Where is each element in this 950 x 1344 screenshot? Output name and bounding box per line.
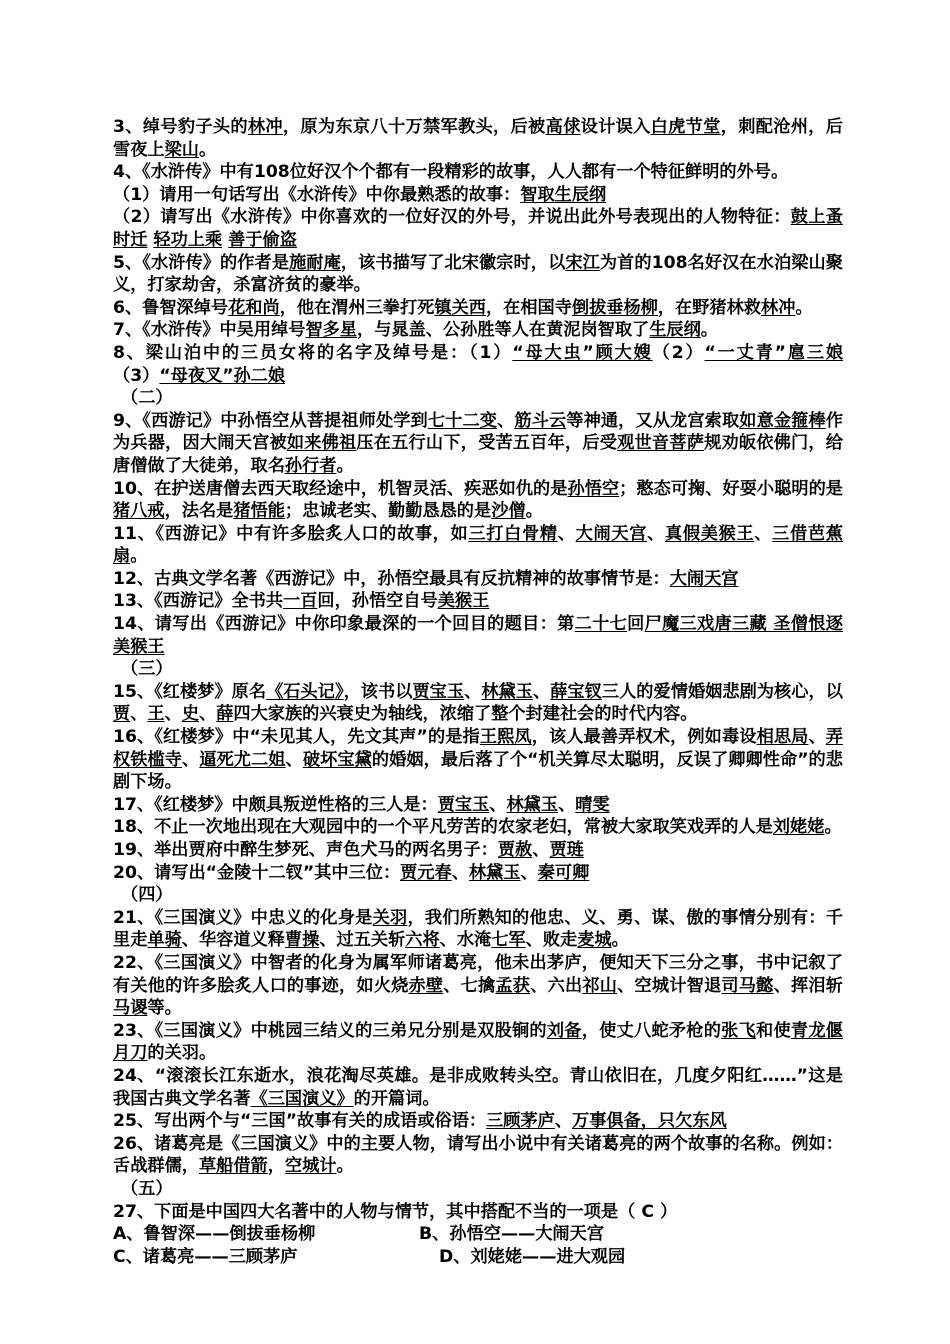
answer-text: 猪八戒 bbox=[113, 501, 165, 522]
text-run: （3） bbox=[113, 365, 160, 386]
text-run: ，法名是 bbox=[164, 501, 234, 522]
text-run: 20、请写出“金陵十二钗”其中三位： bbox=[113, 862, 401, 883]
text-run: 和使 bbox=[756, 1020, 791, 1041]
question-paragraph bbox=[113, 568, 843, 591]
answer-text: 薛 bbox=[216, 704, 234, 725]
answer-text: 林黛玉 bbox=[481, 681, 533, 702]
answer-text: 曹操 bbox=[284, 930, 320, 951]
text-run: 、过五关斩 bbox=[319, 930, 406, 951]
answer-text: 大闹天宫 bbox=[575, 523, 648, 544]
answer-text: 孟获 bbox=[495, 975, 531, 996]
text-run: 。 bbox=[824, 817, 842, 838]
text-run: 、华容道义释 bbox=[181, 930, 285, 951]
text-run: 、水淹 bbox=[439, 930, 492, 951]
answer-text: 薛宝钗 bbox=[550, 681, 602, 702]
answer-options bbox=[113, 1246, 843, 1269]
text-run: 。 bbox=[700, 320, 718, 341]
text-run: 、 bbox=[532, 840, 550, 860]
answer-options bbox=[113, 1223, 843, 1246]
text-run: 设计误入 bbox=[580, 117, 651, 137]
text-run: 。 bbox=[198, 139, 217, 160]
text-run: 的关羽。 bbox=[147, 1043, 217, 1064]
text-run: 、 bbox=[647, 523, 665, 544]
answer-text: 秦可卿 bbox=[537, 862, 590, 883]
answer-text: 智取生辰纲 bbox=[520, 184, 607, 205]
section-heading bbox=[113, 1178, 843, 1201]
answer-text: 美猴王 bbox=[437, 591, 490, 612]
answer-text: 如来佛祖 bbox=[286, 433, 357, 454]
answer-text: 宋江 bbox=[565, 252, 600, 273]
document-body bbox=[113, 116, 843, 1268]
text-run: 8、梁山泊中的三员女将的名字及绰号是：（1） bbox=[113, 342, 513, 363]
text-run: 4、《水浒传》中有108位好汉个个都有一段精彩的故事，人人都有一个特征鲜明的外号。 bbox=[113, 162, 789, 183]
text-run: 。 bbox=[525, 501, 543, 522]
answer-text: 三顾茅庐 bbox=[486, 1111, 555, 1132]
text-run: （三） bbox=[121, 659, 173, 680]
text-run: 等神通，又从龙宫索取 bbox=[566, 410, 740, 431]
question-paragraph bbox=[113, 1201, 843, 1224]
answer-text: 贾 bbox=[113, 704, 131, 725]
answer-text: 贾宝玉 bbox=[412, 681, 465, 702]
text-run: 7、《水浒传》中吴用绰号 bbox=[113, 320, 306, 341]
answer-text: 三借芭蕉扇 bbox=[113, 523, 843, 567]
section-heading bbox=[113, 658, 843, 681]
question-paragraph bbox=[113, 319, 843, 342]
text-run: 、 bbox=[497, 410, 515, 431]
text-run: ，使丈八蛇矛枪的 bbox=[581, 1020, 722, 1041]
answer-text: 尸魔三戏唐三藏 圣僧恨逐美猴王 bbox=[113, 614, 843, 657]
answer-text: 七十二变 bbox=[427, 410, 498, 431]
text-run: 、 bbox=[451, 862, 469, 883]
text-run: A、鲁智深——倒拔垂杨柳 bbox=[113, 1224, 316, 1245]
question-paragraph bbox=[113, 794, 843, 817]
answer-text: 草船借箭 bbox=[198, 1156, 268, 1177]
text-run: 21、《三国演义》中忠义的化身是 bbox=[113, 907, 373, 928]
text-run: 15、《红楼梦》原名 bbox=[113, 681, 267, 702]
text-run: ，该书描写了北宋徽宗时，以 bbox=[340, 252, 566, 273]
answer-text: 贾赦 bbox=[497, 840, 533, 860]
section-heading bbox=[113, 884, 843, 907]
answer-text: 张飞 bbox=[721, 1020, 757, 1041]
text-run: 、 bbox=[489, 794, 507, 815]
text-run: ，该人最善弄权术，例如毒设 bbox=[531, 727, 757, 748]
text-run: ，他在渭州三拳打死 bbox=[279, 297, 435, 318]
text-run: 、 bbox=[808, 727, 826, 748]
text-run: D、刘姥姥——进大观园 bbox=[439, 1246, 626, 1267]
question-paragraph bbox=[113, 681, 843, 726]
question-paragraph bbox=[113, 342, 843, 387]
answer-text: 白虎节堂 bbox=[650, 117, 721, 137]
text-run: 、 bbox=[557, 523, 576, 544]
answer-text: 相思局 bbox=[756, 727, 809, 748]
text-run: 10、在护送唐僧去西天取经途中，机智灵活、疾恶如仇的是 bbox=[113, 478, 568, 499]
text-run: 、 bbox=[164, 704, 182, 725]
text-run: 26、诸葛亮是《三国演义》中的主要人物，请写出小说中有关诸葛亮的两个故事的名称。例如：舌战群儒， bbox=[113, 1133, 843, 1177]
question-paragraph bbox=[113, 116, 843, 161]
answer-text: 如意金箍棒 bbox=[739, 410, 826, 431]
text-run: （四） bbox=[121, 885, 173, 906]
answer-text: 青龙偃月刀 bbox=[113, 1020, 843, 1064]
answer-text: 关羽 bbox=[372, 907, 408, 928]
text-run: 、 bbox=[285, 749, 303, 770]
text-run: 12、古典文学名著《西游记》中，孙悟空最具有反抗精神的故事情节是： bbox=[113, 568, 670, 589]
text-run: 、六出 bbox=[530, 975, 583, 996]
answer-text: 贾宝玉 bbox=[437, 794, 490, 815]
text-run: 等。 bbox=[147, 998, 182, 1019]
answer-text: 麦城 bbox=[577, 930, 612, 951]
text-run: ， bbox=[267, 1156, 285, 1177]
answer-text: 王 bbox=[147, 704, 165, 725]
text-run: 、挥泪斩 bbox=[773, 975, 843, 996]
answer-text: 马谡 bbox=[113, 998, 148, 1019]
text-run: 规劝皈依佛门，给唐僧做了大徒弟，取名 bbox=[113, 433, 843, 476]
text-run: 。 bbox=[795, 297, 813, 318]
answer-text: 镇关西 bbox=[434, 297, 486, 318]
text-run: 、 bbox=[558, 794, 576, 815]
text-run: 18、不止一次地出现在大观园中的一个平凡劳苦的农家老妇，常被大家取笑戏弄的人是 bbox=[113, 817, 773, 838]
text-run: ，原为东京八十万禁军教头，后被 bbox=[282, 117, 546, 137]
text-run: 16、《红楼梦》中“未见其人，先文其声”的是指 bbox=[113, 727, 480, 748]
text-run: 17、《红楼梦》中颇具叛逆性格的三人是： bbox=[113, 794, 438, 815]
text-run: 作为兵器，因大闹天宫被 bbox=[113, 410, 843, 454]
text-run: B、孙悟空——大闹天宫 bbox=[419, 1224, 604, 1245]
question-paragraph bbox=[113, 839, 843, 862]
text-run: 23、《三国演义》中桃园三结义的三弟兄分别是双股锏的 bbox=[113, 1020, 547, 1041]
answer-text: 大闹天宫 bbox=[669, 568, 739, 589]
text-run: 3、绰号豹子头的 bbox=[113, 117, 248, 137]
answer-text: 猪悟能 bbox=[233, 501, 285, 522]
answer-text: 贾琏 bbox=[549, 840, 584, 860]
answer-text: 王熙凤 bbox=[479, 727, 532, 748]
question-paragraph bbox=[113, 184, 843, 207]
answer-text: 赤壁 bbox=[408, 975, 444, 996]
answer-text: 《石头记》 bbox=[266, 681, 344, 702]
answer-text: 真假美猴王 bbox=[664, 523, 755, 544]
text-run: 、 bbox=[520, 862, 538, 883]
text-run: ；忠诚老实、勤勤恳恳的是 bbox=[284, 501, 492, 522]
text-run: 、 bbox=[533, 681, 551, 702]
answer-text: 孙悟空 bbox=[567, 478, 620, 499]
text-run: 25、写出两个与“三国”故事有关的成语或俗语： bbox=[113, 1111, 487, 1132]
text-run: 、空城计智退 bbox=[617, 975, 722, 996]
answer-text: 林冲 bbox=[247, 117, 283, 137]
answer-text: 二十七 bbox=[574, 614, 628, 635]
answer-text: “一丈青”扈三娘 bbox=[704, 342, 844, 363]
answer-text: 司马懿 bbox=[721, 975, 774, 996]
text-run: 、 bbox=[182, 749, 200, 770]
text-run: 13、《西游记》全书共 bbox=[113, 591, 284, 612]
text-run: ，刺配沧州，后雪夜上 bbox=[113, 117, 843, 160]
question-paragraph bbox=[113, 206, 843, 251]
answer-text: 祁山 bbox=[582, 975, 618, 996]
text-run: 的婚姻，最后落了个“机关算尽太聪明，反误了卿卿性命”的悲剧下场。 bbox=[113, 749, 843, 793]
text-run: ，在野猪林救 bbox=[657, 297, 761, 318]
answer-text: 弄权铁槛寺 bbox=[113, 727, 843, 770]
text-run: 回，孙悟空自号 bbox=[317, 591, 438, 612]
question-paragraph bbox=[113, 726, 843, 794]
question-paragraph bbox=[113, 1110, 843, 1133]
answer-text: 逼死尤二姐 bbox=[199, 749, 286, 770]
text-run: 、 bbox=[754, 523, 773, 544]
answer-text: 筋斗云 bbox=[514, 410, 567, 431]
text-run: （2） bbox=[652, 342, 705, 363]
answer-text: 轻功上乘 bbox=[153, 229, 223, 250]
text-run: 、 bbox=[464, 681, 482, 702]
answer-text: 善于偷盗 bbox=[228, 229, 297, 250]
text-run: 6、鲁智深绰号 bbox=[113, 297, 229, 318]
text-run: 24、“滚滚长江东逝水，浪花淘尽英雄。是非成败转头空。青山依旧在，几度夕阳红……”这是我国古典文学名著 bbox=[113, 1065, 843, 1109]
text-run: 9、《西游记》中孙悟空从菩提祖师处学到 bbox=[113, 410, 428, 431]
text-run: （2）请写出《水浒传》中你喜欢的一位好汉的外号，并说出此外号表现出的人物特征： bbox=[113, 207, 791, 228]
text-run: 22、《三国演义》中智者的化身为属军师诸葛亮，他未出茅庐，便知天下三分之事，书中记叙了有关他的许多脍炙人口的事迹，如火烧 bbox=[113, 952, 843, 996]
text-run: 5、《水浒传》的作者是 bbox=[113, 252, 290, 273]
text-run: 为首的108名好汉在水泊梁山聚义，打家劫舍，杀富济贫的豪举。 bbox=[113, 252, 843, 296]
question-paragraph bbox=[113, 907, 843, 952]
question-paragraph bbox=[113, 590, 843, 613]
text-run: ；憨态可掬、好耍小聪明的是 bbox=[619, 478, 843, 499]
text-run: （1）请用一句话写出《水浒传》中你最熟悉的故事： bbox=[113, 184, 521, 205]
answer-text: 林黛玉 bbox=[468, 862, 521, 883]
text-run: 。 bbox=[130, 546, 148, 567]
answer-text: “母大虫”顾大嫂 bbox=[512, 342, 653, 363]
text-run: 、 bbox=[554, 1111, 573, 1132]
question-paragraph bbox=[113, 1065, 843, 1110]
question-paragraph bbox=[113, 816, 843, 839]
text-run: ，我们所熟知的他忠、义、勇、谋、傲的事情分别有：千里走 bbox=[113, 907, 843, 951]
question-paragraph bbox=[113, 410, 843, 478]
question-paragraph bbox=[113, 161, 843, 184]
answer-text: 七军 bbox=[491, 930, 526, 951]
question-paragraph bbox=[113, 952, 843, 1020]
question-paragraph bbox=[113, 297, 843, 320]
answer-text: 倒拔垂杨柳 bbox=[571, 297, 658, 318]
answer-text: 史 bbox=[181, 704, 200, 725]
question-paragraph bbox=[113, 1020, 843, 1065]
answer-text: 刘备 bbox=[546, 1020, 582, 1041]
text-run: 27、下面是中国四大名著中的人物与情节，其中搭配不当的一项是（ C ） bbox=[113, 1201, 678, 1222]
answer-text: 一百 bbox=[283, 591, 318, 612]
text-run: 19、举出贾府中醉生梦死、声色犬马的两名男子： bbox=[113, 840, 498, 860]
answer-text: 高俅 bbox=[545, 117, 581, 137]
text-run: 四大家族的兴衰史为轴线，浓缩了整个封建社会的时代内容。 bbox=[233, 704, 698, 725]
text-run: ，该书以 bbox=[343, 681, 413, 702]
answer-text: “母夜叉”孙二娘 bbox=[159, 365, 286, 386]
text-run: 三人的爱情婚姻悲剧为核心，以 bbox=[601, 681, 843, 702]
answer-text: 空城计 bbox=[284, 1156, 337, 1177]
text-run: （五） bbox=[121, 1178, 173, 1199]
text-run: ，在相国寺 bbox=[485, 297, 572, 318]
answer-text: 林黛玉 bbox=[506, 794, 559, 815]
text-run: C、诸葛亮——三顾茅庐 bbox=[113, 1246, 298, 1267]
answer-text: 万事俱备，只欠东风 bbox=[572, 1111, 727, 1132]
section-heading bbox=[113, 387, 843, 410]
question-paragraph bbox=[113, 252, 843, 297]
text-run: 、 bbox=[130, 704, 148, 725]
question-paragraph bbox=[113, 523, 843, 568]
question-paragraph bbox=[113, 613, 843, 658]
answer-text: 刘姥姥 bbox=[772, 817, 825, 838]
answer-text: 施耐庵 bbox=[289, 252, 341, 273]
text-run: 。 bbox=[336, 1156, 354, 1177]
text-run: 、败走 bbox=[525, 930, 578, 951]
text-run: 、七擒 bbox=[443, 975, 496, 996]
answer-text: 晴雯 bbox=[575, 794, 610, 815]
answer-text: 花和尚 bbox=[228, 297, 280, 318]
answer-text: 单骑 bbox=[147, 930, 182, 951]
answer-text: 生辰纲 bbox=[649, 320, 701, 341]
question-paragraph bbox=[113, 1133, 843, 1178]
text-run: 压在五行山下，受苦五百年，后受 bbox=[356, 433, 618, 454]
answer-text: 观世音菩萨 bbox=[617, 433, 705, 454]
text-run: 。 bbox=[336, 455, 354, 476]
text-run: （二） bbox=[121, 388, 173, 409]
answer-text: 梁山 bbox=[164, 139, 199, 160]
answer-text: 破坏宝黛 bbox=[302, 749, 372, 770]
text-run: 回 bbox=[627, 614, 645, 635]
answer-text: 贾元春 bbox=[400, 862, 452, 883]
answer-text: 智多星 bbox=[305, 320, 358, 341]
answer-text: 沙僧 bbox=[491, 501, 526, 522]
answer-text: 鼓上蚤时迁 bbox=[113, 207, 843, 250]
question-paragraph bbox=[113, 478, 843, 523]
answer-text: 孙行者 bbox=[284, 455, 337, 476]
answer-text: 六将 bbox=[405, 930, 440, 951]
answer-text: 林冲 bbox=[761, 297, 796, 318]
text-run: 14、请写出《西游记》中你印象最深的一个回目的题目：第 bbox=[113, 614, 575, 635]
answer-text: 《三国演义》 bbox=[250, 1088, 354, 1109]
answer-text: 三打白骨精 bbox=[468, 523, 558, 544]
text-run: 。 bbox=[611, 930, 629, 951]
text-run: 、 bbox=[199, 704, 217, 725]
text-run: 11、《西游记》中有许多脍炙人口的故事，如 bbox=[113, 523, 469, 544]
text-run: ，与晁盖、公孙胜等人在黄泥岗智取了 bbox=[357, 320, 650, 341]
question-paragraph bbox=[113, 862, 843, 885]
text-run: 的开篇词。 bbox=[353, 1088, 440, 1109]
